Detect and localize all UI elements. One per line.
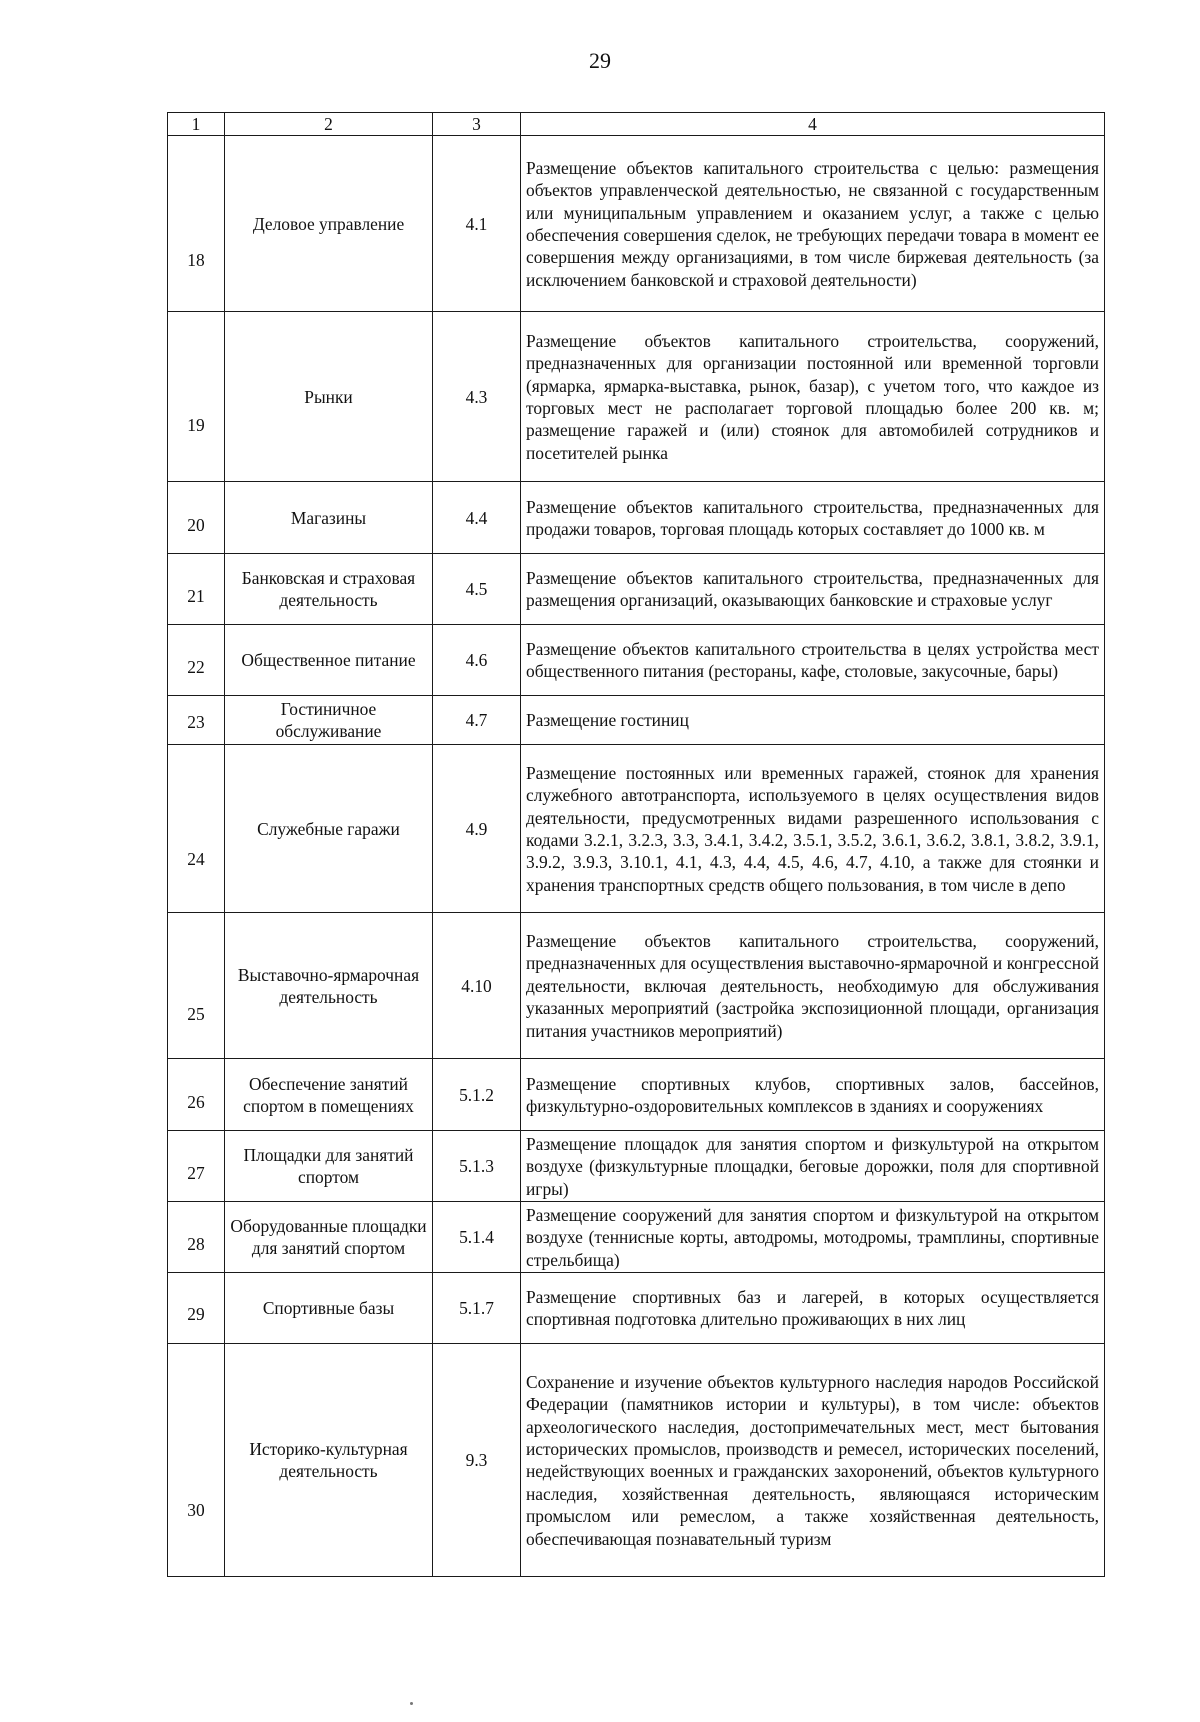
use-type-code: 4.1	[433, 136, 521, 312]
header-row	[168, 113, 1105, 136]
table-header	[168, 113, 1105, 136]
use-type-code: 4.4	[433, 482, 521, 554]
use-type-name: Служебные гаражи	[225, 745, 433, 913]
use-type-name: Историко-культурная деятельность	[225, 1344, 433, 1577]
use-type-name: Площадки для занятий спортом	[225, 1131, 433, 1202]
use-type-name: Спортивные базы	[225, 1273, 433, 1344]
row-number-text: 28	[187, 1234, 205, 1255]
row-number-text: 29	[187, 1304, 205, 1325]
use-type-description: Размещение сооружений для занятия спортом и физкультурой на открытом воздухе (теннисные корты, автодромы, мотодромы, трамплины, спортивные стрельбища)	[521, 1202, 1105, 1273]
use-type-description: Размещение постоянных или временных гаражей, стоянок для хранения служебного автотранспорта, используемого в целях осуществления видов деятельности, предусмотренных видами разрешенного использования с кодами 3.2.1, 3.2.3, 3.3, 3.4.1, 3.4.2, 3.5.1, 3.5.2, 3.6.1, 3.6.2, 3.8.1, 3.8.2, 3.9.1, 3.9.2, 3.9.3, 3.10.1, 4.1, 4.3, 4.4, 4.5, 4.6, 4.7, 4.10, а также для стоянки и хранения транспортных средств общего пользования, в том числе в депо	[521, 745, 1105, 913]
use-type-description: Сохранение и изучение объектов культурного наследия народов Российской Федерации (памятников истории и культуры), в том числе: объектов археологического наследия, достопримечательных мест, мест бытования исторических промыслов, производств и ремесел, исторических поселений, недействующих военных и гражданских захоронений, объектов культурного наследия, хозяйственная деятельность, являющаяся историческим промыслом или ремеслом, а также хозяйственная деятельность, обеспечивающая познавательный туризм	[521, 1344, 1105, 1577]
use-type-description: Размещение объектов капитального строительства, сооружений, предназначенных для осуществления выставочно-ярмарочной и конгрессной деятельности, включая деятельность, необходимую для обслуживания указанных мероприятий (застройка экспозиционной площади, организация питания участников мероприятий)	[521, 913, 1105, 1059]
use-type-description: Размещение площадок для занятия спортом и физкультурой на открытом воздухе (физкультурные площадки, беговые дорожки, поля для спортивной игры)	[521, 1131, 1105, 1202]
use-type-description: Размещение объектов капитального строительства, предназначенных для размещения организаций, оказывающих банковские и страховые услуг	[521, 554, 1105, 625]
use-type-description: Размещение объектов капитального строительства, сооружений, предназначенных для организации постоянной или временной торговли (ярмарка, ярмарка-выставка, рынок, базар), с учетом того, что каждое из торговых мест не располагает торговой площадью более 200 кв. м; размещение гаражей и (или) стоянок для автомобилей сотрудников и посетителей рынка	[521, 312, 1105, 482]
table-row	[168, 1059, 1105, 1131]
row-number	[168, 1059, 225, 1131]
row-number-text: 19	[187, 414, 205, 435]
column-header-3: 3	[433, 113, 521, 136]
use-type-code: 5.1.3	[433, 1131, 521, 1202]
row-number-text: 26	[187, 1091, 205, 1112]
row-number	[168, 1344, 225, 1577]
use-type-description: Размещение спортивных клубов, спортивных залов, бассейнов, физкультурно-оздоровительных комплексов в зданиях и сооружениях	[521, 1059, 1105, 1131]
row-number	[168, 625, 225, 696]
use-type-name: Общественное питание	[225, 625, 433, 696]
table-row	[168, 625, 1105, 696]
use-type-description: Размещение спортивных баз и лагерей, в которых осуществляется спортивная подготовка длительно проживающих в них лиц	[521, 1273, 1105, 1344]
scan-speck	[410, 1702, 413, 1705]
table-row	[168, 1344, 1105, 1577]
use-type-description: Размещение объектов капитального строительства с целью: размещения объектов управленческой деятельностью, не связанной с государственным или муниципальным управлением и оказанием услуг, а также с целью обеспечения совершения сделок, не требующих передачи товара в момент ее совершения между организациями, в том числе биржевая деятельность (за исключением банковской и страховой деятельности)	[521, 136, 1105, 312]
row-number	[168, 1273, 225, 1344]
table-row	[168, 745, 1105, 913]
use-type-code: 5.1.7	[433, 1273, 521, 1344]
use-type-code: 4.10	[433, 913, 521, 1059]
column-header-4: 4	[521, 113, 1105, 136]
use-type-code: 4.9	[433, 745, 521, 913]
column-header-2: 2	[225, 113, 433, 136]
row-number	[168, 136, 225, 312]
use-type-name: Деловое управление	[225, 136, 433, 312]
row-number-text: 18	[187, 249, 205, 270]
row-number	[168, 1202, 225, 1273]
table-row	[168, 696, 1105, 745]
use-type-code: 5.1.4	[433, 1202, 521, 1273]
row-number-text: 27	[187, 1163, 205, 1184]
table-row	[168, 1273, 1105, 1344]
table-row	[168, 312, 1105, 482]
table-row	[168, 913, 1105, 1059]
row-number-text: 24	[187, 848, 205, 869]
table-row	[168, 482, 1105, 554]
use-type-description: Размещение объектов капитального строительства, предназначенных для продажи товаров, торговая площадь которых составляет до 1000 кв. м	[521, 482, 1105, 554]
use-type-name: Банковская и страховая деятельность	[225, 554, 433, 625]
page-number: 29	[589, 48, 611, 73]
use-type-code: 5.1.2	[433, 1059, 521, 1131]
use-type-name: Обеспечение занятий спортом в помещениях	[225, 1059, 433, 1131]
table-row	[168, 1202, 1105, 1273]
row-number-text: 25	[187, 1003, 205, 1024]
row-number	[168, 913, 225, 1059]
use-type-name: Рынки	[225, 312, 433, 482]
use-type-code: 4.5	[433, 554, 521, 625]
use-type-code: 9.3	[433, 1344, 521, 1577]
use-type-description: Размещение объектов капитального строительства в целях устройства мест общественного питания (рестораны, кафе, столовые, закусочные, бары)	[521, 625, 1105, 696]
row-number	[168, 554, 225, 625]
table-row	[168, 136, 1105, 312]
use-type-name: Магазины	[225, 482, 433, 554]
use-type-description: Размещение гостиниц	[521, 696, 1105, 745]
use-type-name: Выставочно-ярмарочная деятельность	[225, 913, 433, 1059]
use-type-name: Гостиничное обслуживание	[225, 696, 433, 745]
use-type-code: 4.6	[433, 625, 521, 696]
row-number	[168, 312, 225, 482]
row-number-text: 30	[187, 1500, 205, 1521]
use-type-name: Оборудованные площадки для занятий спортом	[225, 1202, 433, 1273]
row-number	[168, 745, 225, 913]
table-body	[168, 136, 1105, 1577]
land-use-table	[167, 112, 1105, 1577]
row-number	[168, 1131, 225, 1202]
column-header-1: 1	[168, 113, 225, 136]
row-number	[168, 696, 225, 745]
row-number-text: 21	[187, 586, 205, 607]
row-number-text: 20	[187, 514, 205, 535]
use-type-code: 4.7	[433, 696, 521, 745]
row-number-text: 23	[187, 712, 205, 733]
row-number-text: 22	[187, 657, 205, 678]
row-number	[168, 482, 225, 554]
table-row	[168, 1131, 1105, 1202]
use-type-code: 4.3	[433, 312, 521, 482]
table-row	[168, 554, 1105, 625]
